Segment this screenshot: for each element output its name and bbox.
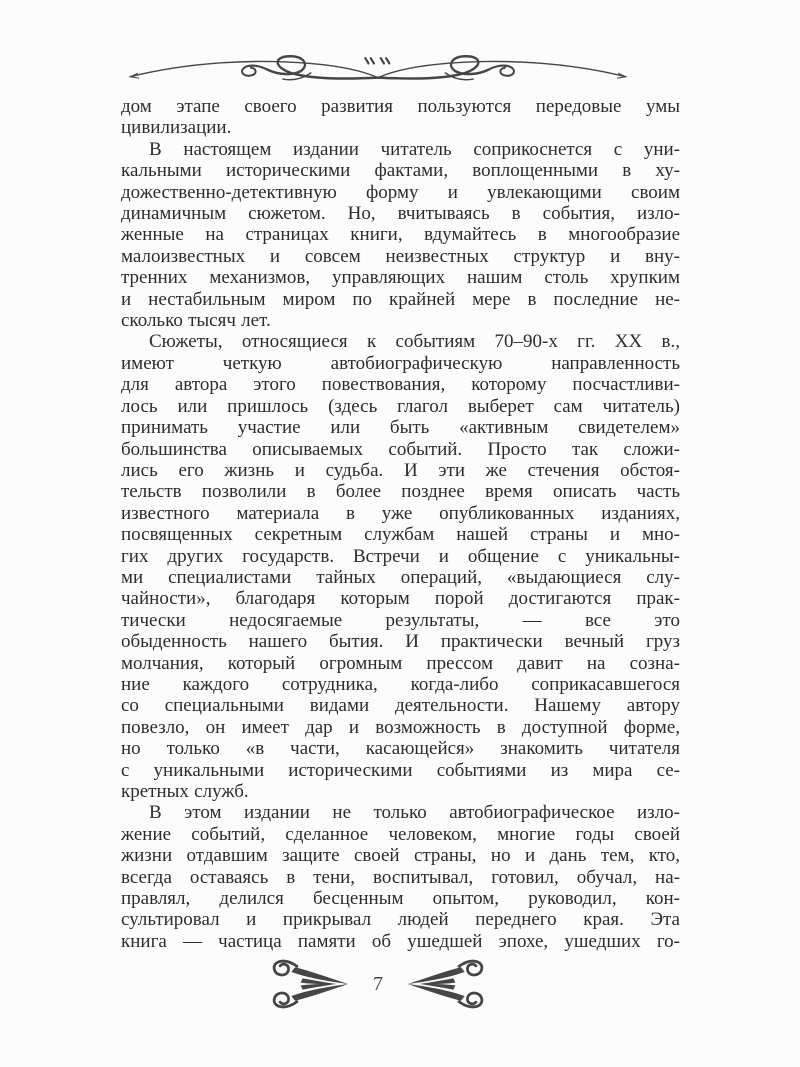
footer-fleuron-left-icon xyxy=(267,956,353,1012)
text-line: посвященных секретным службам нашей страны и мно- xyxy=(121,524,680,546)
paragraph xyxy=(121,96,680,139)
paragraph xyxy=(121,139,680,332)
text-line: всегда оставаясь в тени, воспитывал, готовил, обучал, на- xyxy=(121,866,680,888)
paragraph xyxy=(121,331,680,802)
text-line: малоизвестных и совсем неизвестных структур и вну- xyxy=(121,245,680,267)
page-number: 7 xyxy=(373,972,383,995)
text-line: тельств позволили в более позднее время описать часть xyxy=(121,481,680,503)
text-line: Сюжеты, относящиеся к событиям 70–90-х гг. XX в., xyxy=(149,331,680,353)
text-line: тренних механизмов, управляющих нашим столь хрупким xyxy=(121,267,680,289)
text-line: В настоящем издании читатель соприкоснется с уни- xyxy=(149,138,680,160)
paragraph xyxy=(121,802,680,952)
text-line: В этом издании не только автобиографическое изло- xyxy=(149,802,680,824)
text-line: чайности», благодаря которым порой достигаются прак- xyxy=(121,588,680,610)
text-line: повезло, он имеет дар и возможность в доступной форме, xyxy=(121,716,680,738)
text-line: но только «в части, касающейся» знакомить читателя xyxy=(121,738,680,760)
text-line: лось или пришлось (здесь глагол выберет сам читатель) xyxy=(121,395,680,417)
text-line: большинства описываемых событий. Просто так сложи- xyxy=(121,438,680,460)
text-line: женные на страницах книги, вдумайтесь в многообразие xyxy=(121,224,680,246)
text-line: кальными историческими фактами, воплощенными в ху- xyxy=(121,160,680,182)
text-line: сультировал и прикрывал людей переднего края. Эта xyxy=(121,909,680,931)
text-line: дожественно-детективную форму и увлекающими своим xyxy=(121,181,680,203)
text-line: с уникальными историческими событиями из мира се- xyxy=(121,759,680,781)
text-line: со специальными видами деятельности. Нашему автору xyxy=(121,695,680,717)
footer-fleuron-right-icon xyxy=(403,956,489,1012)
text-line: для автора этого повествования, которому посчастливи- xyxy=(121,374,680,396)
text-line: имеют четкую автобиографическую направленность xyxy=(121,352,680,374)
page-text xyxy=(121,96,680,952)
text-line: принимать участие или быть «активным свидетелем» xyxy=(121,417,680,439)
text-line: цивилизации. xyxy=(121,117,232,139)
text-line: дом этапе своего развития пользуются передовые умы xyxy=(121,96,680,117)
text-line: и нестабильным миром по крайней мере в последние не- xyxy=(121,288,680,310)
page-footer xyxy=(267,956,489,1012)
text-line: динамичным сюжетом. Но, вчитываясь в события, изло- xyxy=(121,203,680,225)
text-line: книга — частица памяти об ушедшей эпохе, ушедших го- xyxy=(121,930,680,952)
text-line: правлял, делился бесценным опытом, руководил, кон- xyxy=(121,888,680,910)
text-line: ние каждого сотрудника, когда-либо соприкасавшегося xyxy=(121,673,680,695)
text-line: жизни отдавшим защите своей страны, но и дань тем, кто, xyxy=(121,845,680,867)
text-line: жение событий, сделанное человеком, многие годы своей xyxy=(121,823,680,845)
text-line: обыденность нашего бытия. И практически вечный груз xyxy=(121,631,680,653)
text-line: ми специалистами тайных операций, «выдающиеся слу- xyxy=(121,566,680,588)
text-line: лись его жизнь и судьба. И эти же стечения обстоя- xyxy=(121,459,680,481)
text-line: гих других государств. Встречи и общение с уникальны- xyxy=(121,545,680,567)
text-line: сколько тысяч лет. xyxy=(121,310,271,332)
header-flourish-ornament xyxy=(124,52,632,90)
text-line: молчания, который огромным прессом давит на созна- xyxy=(121,652,680,674)
text-line: известного материала в уже опубликованных изданиях, xyxy=(121,502,680,524)
text-line: кретных служб. xyxy=(121,781,249,802)
text-line: тически недосягаемые результаты, — все это xyxy=(121,609,680,631)
